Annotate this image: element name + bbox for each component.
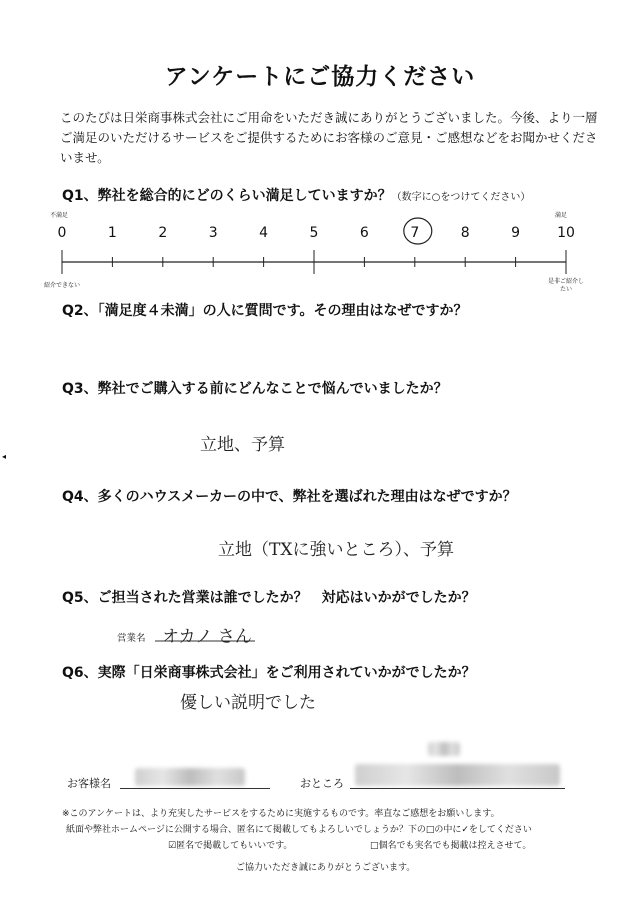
scale-right-top-label: 満足 [555,212,568,219]
question-5-text: Q5、ご担当された営業は誰でしたか？ 対応はいかがでしたか？ [62,590,476,606]
question-3-text: Q3、弊社でご購入する前にどんなことで悩んでいましたか？ [62,381,448,397]
customer-name-redacted [135,768,245,786]
sales-name-label: 営業名 [117,633,146,644]
scale-number-5[interactable]: 5 [309,225,319,241]
satisfaction-scale-axis [62,250,566,274]
footer-note-2: 紙面や弊社ホームページに公開する場合、匿名にて掲載してもよろしいでしょうか？下の□の中に✓をしてください [66,825,532,835]
scale-left-top-label: 不満足 [50,212,69,219]
scale-number-0[interactable]: 0 [57,225,67,241]
customer-name-line [120,788,270,789]
anonymous-ok-option[interactable]: ☑匿名で掲載してもいいです。 [168,841,293,851]
customer-name-label: お客様名 [67,777,111,790]
address-redacted [355,764,560,786]
scale-number-1[interactable]: 1 [107,225,117,241]
footer-note-1: ※このアンケートは、より充実したサービスをするために実施するものです。率直なご感想をお願いします。 [62,809,500,819]
question-4-answer: 立地（TXに強いところ）、予算 [218,540,454,560]
intro-text: このたびは日栄商事株式会社にご用命をいただき誠にありがとうございました。今後、より一層ご満足のいただけるサービスをご提供するためにお客様のご意見・ご感想などをお聞かせくださいませ。 [60,110,598,165]
scale-right-bottom-label: 是非ご紹介したい [548,278,585,293]
edge-mark: ◂ [2,452,7,461]
question-2-text: Q2、「満足度４未満」の人に質問です。その理由はなぜですか？ [62,303,468,319]
question-3-answer: 立地、予算 [200,435,285,455]
scale-left-bottom-label: 紹介できない [44,282,81,289]
scale-number-4[interactable]: 4 [259,225,269,241]
scale-number-2[interactable]: 2 [158,225,168,241]
selected-value-circle [404,218,432,244]
address-line [350,788,565,789]
scale-number-6[interactable]: 6 [359,225,369,241]
question-4-text: Q4、多くのハウスメーカーの中で、弊社を選ばれた理由はなぜですか？ [62,489,517,505]
scale-number-7[interactable]: 7 [410,225,420,241]
thanks-text: ご協力いただき誠にありがとうございます。 [236,863,416,873]
page-title: アンケートにご協力ください [164,64,476,90]
question-6-text: Q6、実際「日栄商事株式会社」をご利用されていかがでしたか？ [62,665,476,681]
address-label: おところ [300,777,344,790]
decline-option[interactable]: □個名でも実名でも掲載は控えさせて。 [370,841,532,851]
scale-number-9[interactable]: 9 [511,225,521,241]
scale-number-8[interactable]: 8 [460,225,470,241]
scale-number-3[interactable]: 3 [208,225,218,241]
scale-number-10[interactable]: 10 [557,225,575,241]
address-extra-redacted [428,742,460,756]
question-5-answer: オカノ さん [162,627,252,647]
question-6-answer: 優しい説明でした [180,693,316,713]
question-1-text: Q1、弊社を総合的にどのくらい満足していますか？ [62,188,392,204]
question-1-note: （数字に○をつけてください） [391,192,531,203]
